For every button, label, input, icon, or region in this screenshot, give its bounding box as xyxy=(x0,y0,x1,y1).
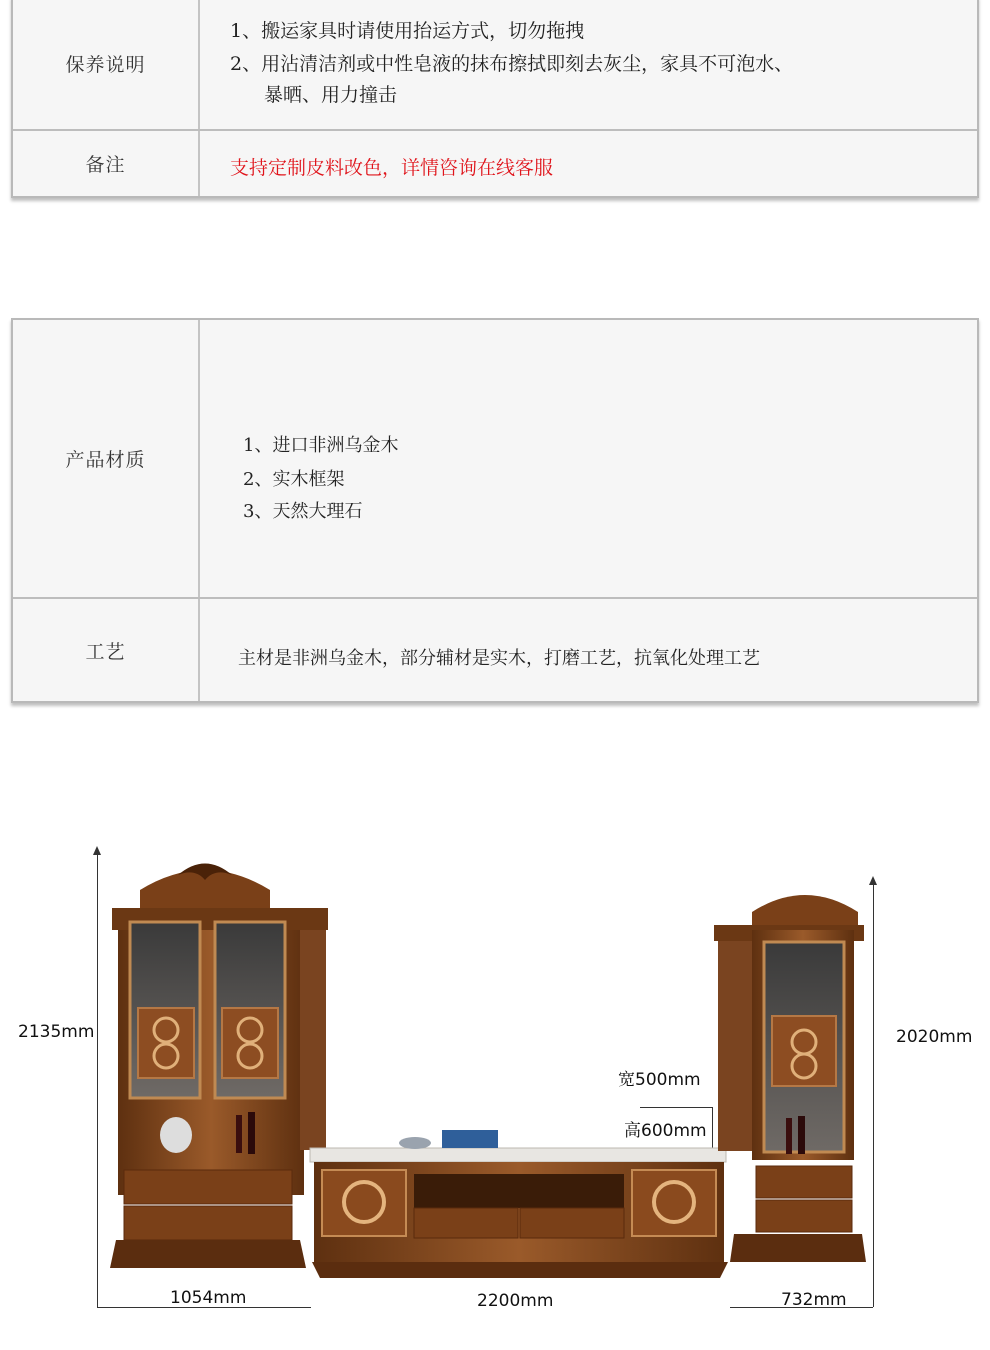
craft-label: 工艺 xyxy=(13,599,200,701)
material-value xyxy=(200,320,977,597)
care-line-1: 1、搬运家具时请使用抬运方式，切勿拖拽 xyxy=(230,20,585,42)
care-table xyxy=(11,0,979,198)
material-row xyxy=(13,320,977,597)
furniture-illustration xyxy=(0,830,990,1330)
craft-value xyxy=(200,599,977,701)
tv-stand xyxy=(310,1130,728,1278)
right-width-label: 732mm xyxy=(781,1290,847,1310)
note-row xyxy=(13,129,977,196)
care-label: 保养说明 xyxy=(13,0,200,129)
note-text: 支持定制皮料改色，详情咨询在线客服 xyxy=(230,157,554,179)
depth-label: 宽500mm xyxy=(618,1070,701,1090)
left-height-label: 2135mm xyxy=(18,1022,95,1042)
craft-row xyxy=(13,597,977,701)
left-width-label: 1054mm xyxy=(170,1288,247,1308)
right-display-cabinet xyxy=(714,895,866,1262)
material-label: 产品材质 xyxy=(13,320,200,597)
material-line-1: 1、进口非洲乌金木 xyxy=(243,435,399,456)
note-value xyxy=(200,131,977,196)
right-height-label: 2020mm xyxy=(896,1027,973,1047)
left-display-cabinet xyxy=(110,864,328,1269)
product-dimension-diagram xyxy=(0,830,990,1330)
note-label: 备注 xyxy=(13,131,200,196)
material-line-2: 2、实木框架 xyxy=(243,469,345,490)
tv-height-label: 高600mm xyxy=(624,1121,707,1141)
care-row xyxy=(13,0,977,129)
center-width-label: 2200mm xyxy=(477,1291,554,1311)
care-line-2: 2、用沾清洁剂或中性皂液的抹布擦拭即刻去灰尘，家具不可泡水、 xyxy=(230,53,794,75)
care-value xyxy=(200,0,977,129)
material-line-3: 3、天然大理石 xyxy=(243,501,363,522)
craft-text: 主材是非洲乌金木，部分辅材是实木，打磨工艺，抗氧化处理工艺 xyxy=(238,648,760,669)
material-table xyxy=(11,318,979,703)
care-line-3: 暴晒、用力撞击 xyxy=(264,84,398,106)
